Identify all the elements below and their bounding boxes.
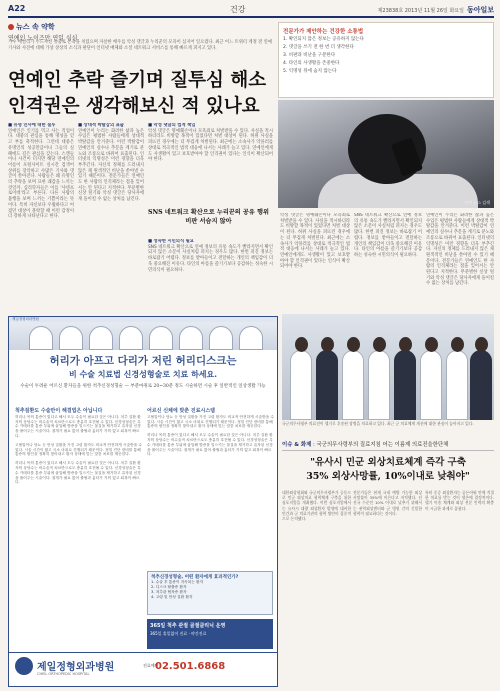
bullet-dot-icon [8,24,14,30]
hospital-advertisement [8,316,278,687]
issue-label: 이슈 & 화제 : 국군의무사령부의 질료지침 어는 이름제 의료진을한단체 [282,440,494,451]
article-column: 연예인이 누리는 화려한 삶과 높은 수입은 평범한 사람들에게 상대적 박탈감을 안겨준다. 이런 박탈감이 연예인의 실수나 추문을 계기로 분노와 조롱으로 바뀌어 표출된다. 인터넷의 익명성은 이런 경향을 더욱 부추긴다. 자신의 정체를 드러내지 않은 채 원색적인 비난을 쏟아낼 수 있기 때문이다. 전문가들은 연예인도 한 사람의 인격체라는 점을 잊어서는 안 된다고 지적한다. 무분별한 신상 털기와 악성 댓글은 당사자에게 돌이킬 수 없는 상처를 남긴다. [426,213,494,287]
page-number: A22 [8,4,26,13]
article-subkicker: 연예인 노이즈만 연일 심심 [8,35,78,42]
article2-column: 대한외상협회와 국군의무사령부가 공동으로 민군 외상치료 협력체계 구축을 위한 심포지엄을 개최했다. 이번 심포지엄에서는 유사시 대량 외상환자 발생에 대비한 민간과 군 의료기관의 협력 방안이 집중적으로 논의됐다. [282,490,351,522]
article-column: ■ 상대적 박탈감의 표출 연예인이 누리는 화려한 삶과 높은 수입은 평범한 사람들에게 상대적 박탈감을 안겨준다. 이런 박탈감이 연예인의 실수나 추문을 계기로 분노와 조롱으로 바뀌어 표출된다. 인터넷의 익명성은 이런 경향을 더욱 부추긴다. 자신의 정체를 드러내지 않은 채 원색적인 비난을 쏟아낼 수 있기 때문이다. 전문가들은 연예인도 한 사람의 인격체라는 점을 잊어서는 안 된다고 지적한다. 무분별한 신상 털기와 악성 댓글은 당사자에게 돌이킬 수 없는 상처를 남긴다. [78,123,144,203]
ad-column: 어르신 신체에 맞춘 진료시스템 고혈압이나 당뇨 등 만성 질환을 가진 고령 환자도 비교적 안전하게 시술받을 수 있다. 시술 시간이 짧고 국소 마취로 진행되기 때문이다. 정밀 진단 장비를 통해 통증의 원인을 정확히 찾아내고 환자 상태에 맞는 맞춤 치료를 제공한다. 허리나 목의 통증이 있다고 해서 모두 수술이 필요한 것은 아니다. 척추 질환 환자의 상당수는 비수술적 치료만으로도 충분히 호전될 수 있다. 신경성형술은 특수 카테터를 통증 부위에 삽입해 염증을 일으키는 물질을 제거하고 유착된 신경을 풀어주는 시술이다. 절개가 필요 없어 출혈과 흉터가 거의 없고 회복이 빠르다. [147,408,274,457]
article-column: SNS 네트워크 확산으로 연예 정보의 유통 속도가 빨라지면서 확인되지 않은 소문이 사실처럼 퍼지는 경우도 많다. 한번 퍼진 정보는 바로잡기 어렵다. 정보를 받아들이고 전달하는 개인의 책임감이 더욱 중요해진 이유다. 타인의 아픔을 즐기기보다 공감하는 성숙한 시민의식이 필요하다. [354,213,422,258]
ad-strip: 제일정형외과병원 [9,317,277,322]
article-column: 악성 댓글은 명예훼손이나 모욕죄로 처벌받을 수 있다. 사실을 적시하더라도 비방할 목적이 있었다면 처벌 대상이 된다. 허위 사실을 퍼뜨린 경우에는 더 무겁게 처벌된다. 최근에는 소속사가 악플러를 상대로 적극적인 법적 대응에 나서는 사례가 늘고 있다. 연예인에게도 사생활이 있고 보호받아야 할 인격권이 있다는 인식이 확산되어야 한다. [280,213,350,270]
article2-photo-caption: 국군의무사령부 의료진이 헬기로 후송된 장병을 치료하고 있다. 최근 군 의료체계 개선에 대한 관심이 높아지고 있다. [282,421,474,426]
ad-column: 척추질환도 수술만이 해결법은 아닙니다 허리나 목의 통증이 있다고 해서 모두 수술이 필요한 것은 아니다. 척추 질환 환자의 상당수는 비수술적 치료만으로도 충분히 호전될 수 있다. 신경성형술은 특수 카테터를 통증 부위에 삽입해 염증을 일으키는 물질을 제거하고 유착된 신경을 풀어주는 시술이다. 절개가 필요 없어 출혈과 흉터가 거의 없고 회복이 빠르다. 고혈압이나 당뇨 등 만성 질환을 가진 고령 환자도 비교적 안전하게 시술받을 수 있다. 시술 시간이 짧고 국소 마취로 진행되기 때문이다. 정밀 진단 장비를 통해 통증의 원인을 정확히 찾아내고 환자 상태에 맞는 맞춤 치료를 제공한다. 허리나 목의 통증이 있다고 해서 모두 수술이 필요한 것은 아니다. 척추 질환 환자의 상당수는 비수술적 치료만으로도 충분히 호전될 수 있다. 신경성형술은 특수 카테터를 통증 부위에 삽입해 염증을 일으키는 물질을 제거하고 유착된 신경을 풀어주는 시술이다. 절개가 필요 없어 출혈과 흉터가 거의 없고 회복이 빠르다. [15,408,142,485]
ad-headline: 허리가 아프고 다리가 저린 허리디스크는 비 수술 치료법 신경성형술로 치료 하세요. 수술이 두려운 어르신 환자들을 위한 척추신경성형술 — 부분마취로 20~30분 정도 시술하면 시술 후 일반적인 일상생활 가능 [20,355,266,389]
phone-number: 02.501.6868 [155,661,226,672]
brand-name: 동아일보 [466,6,494,14]
article2-column: 특히 중증 외상환자는 골든아워 안에 적절한 치료를 받는 것이 생존에 결정적이다. 헬기 이송 체계와 외상 전문 인력의 확충이 시급한 과제로 꼽혔다. [425,490,494,511]
article-subhead: SNS 네트워크 확산으로 누리꾼의 공유 행위 비판 서슴지 않아 [148,209,269,225]
tips-box [278,22,494,98]
article-kicker: 뉴스 속 약학 [8,22,55,32]
section-title: 건강 [230,5,246,14]
article-column: ■ 유명 인사에 대한 질투 연예인은 인기를 먹고 사는 직업이다. 대중의 관심을 통해 명성을 얻고 부를 축적한다. 그런데 대중은 유명인의 성공만큼이나 그들의 실패에도 깊은 관심을 갖는다. 스캔들이나 사건이 터지면 해당 연예인의 이름이 포털사이트 실시간 검색어 상위를 장악하고 수많은 기사와 댓글이 쏟아진다. 사람들은 왜 유명인의 추락을 보며 묘한 쾌감을 느끼는 것일까. 심리학자들은 이를 '샤덴프로이데'라고 부른다. 다른 사람의 불행을 보며 느끼는 기쁨이라는 뜻이다. 특히 자신보다 우월하다고 여겼던 대상이 몰락할 때 이런 감정이 더 강하게 나타난다고 한다. [8,123,74,220]
tips-box-title: 전문가가 제안하는 건강한 소통법 [283,29,364,35]
tips-item: 2. 댓글을 쓰기 전 한 번 더 생각한다 [283,45,354,50]
article-intro: 가수 에일리가 누드사진 유출로 곤욕을 치렀으며 자살한 배우를 악성 댓글과 누리꾼의 모욕이 심지어 일으켰다. 최근 어느 트위터 계정 전 연예 기사와 사진에 대해 가상 상상의 소식과 판단이 인터넷 매체와 소셜 네트워크 서비스를 통해 빠르게 퍼지고 있다. [8,40,272,51]
article2-column: 전문가들은 현재 국내 예방 가능한 외상 사망률이 35%에 이른다고 지적했다. 선진국 수준인 10% 이내로 낮추기 위해서는 권역외상센터와 군 병원 간의 긴밀한 협력이 필요하다는 것이다. [353,490,422,516]
hospital-name-en: CHEIL ORTHOPEDIC HOSPITAL [37,672,90,676]
tips-item: 4. 타인의 사생활을 존중한다 [283,61,340,66]
article-column: ■ 성숙한 시민의식 필요 SNS 네트워크 확산으로 연예 정보의 유통 속도가 빨라지면서 확인되지 않은 소문이 사실처럼 퍼지는 경우도 많다. 한번 퍼진 정보는 바로잡기 어렵다. 정보를 받아들이고 전달하는 개인의 책임감이 더욱 중요해진 이유다. 타인의 아픔을 즐기기보다 공감하는 성숙한 시민의식이 필요하다. [148,239,273,273]
article2-photo [282,314,494,420]
photo-caption: 연예 뉴스 검색 [464,200,490,205]
article-column: ■ 악성 댓글의 법적 책임 악성 댓글은 명예훼손이나 모욕죄로 처벌받을 수 있다. 사실을 적시하더라도 비방할 목적이 있었다면 처벌 대상이 된다. 허위 사실을 퍼뜨린 경우에는 더 무겁게 처벌된다. 최근에는 소속사가 악플러를 상대로 적극적인 법적 대응에 나서는 사례가 늘고 있다. 연예인에게도 사생활이 있고 보호받아야 할 인격권이 있다는 인식이 확산되어야 한다. [148,123,273,163]
clinic-hours-banner: 365일 척추 관절 골절클리닉 운영 365일 휴일없이 진료 · 야간진료 [147,619,273,649]
tips-item: 3. 비판과 비난을 구분한다 [283,53,336,58]
ad-info-box: 척추신경성형술, 어떤 환자에게 효과적인가? 1. 수술 후 통증이 지속되는 환자 2. 디스크 탈출증 환자 3. 척추관 협착증 환자 4. 고령 및 만성 질환 환자 [147,571,273,615]
article2-headline: "유사시 민군 외상치료체계 즉각 구축 35% 외상사망률, 10%이내로 낮춰야" [306,457,470,482]
phone-label: 진료예약 [143,663,159,668]
page-header [8,4,494,18]
ad-footer [9,652,277,686]
tips-item: 5. 익명성 뒤에 숨지 않는다 [283,69,337,74]
tips-item: 1. 확인되지 않은 정보는 공유하지 않는다 [283,37,364,42]
issue-meta: 제23838호 2013년 11월 26일 화요일 동아일보 [377,6,494,14]
hospital-logo-icon [15,657,33,675]
article-headline: 연예인 추락 즐기며 질투심 해소 인격권은 생각해보신 적 있나요 [8,70,267,117]
doctors-photo [9,322,277,350]
hospital-name: 제일정형외과병원 [37,662,115,673]
